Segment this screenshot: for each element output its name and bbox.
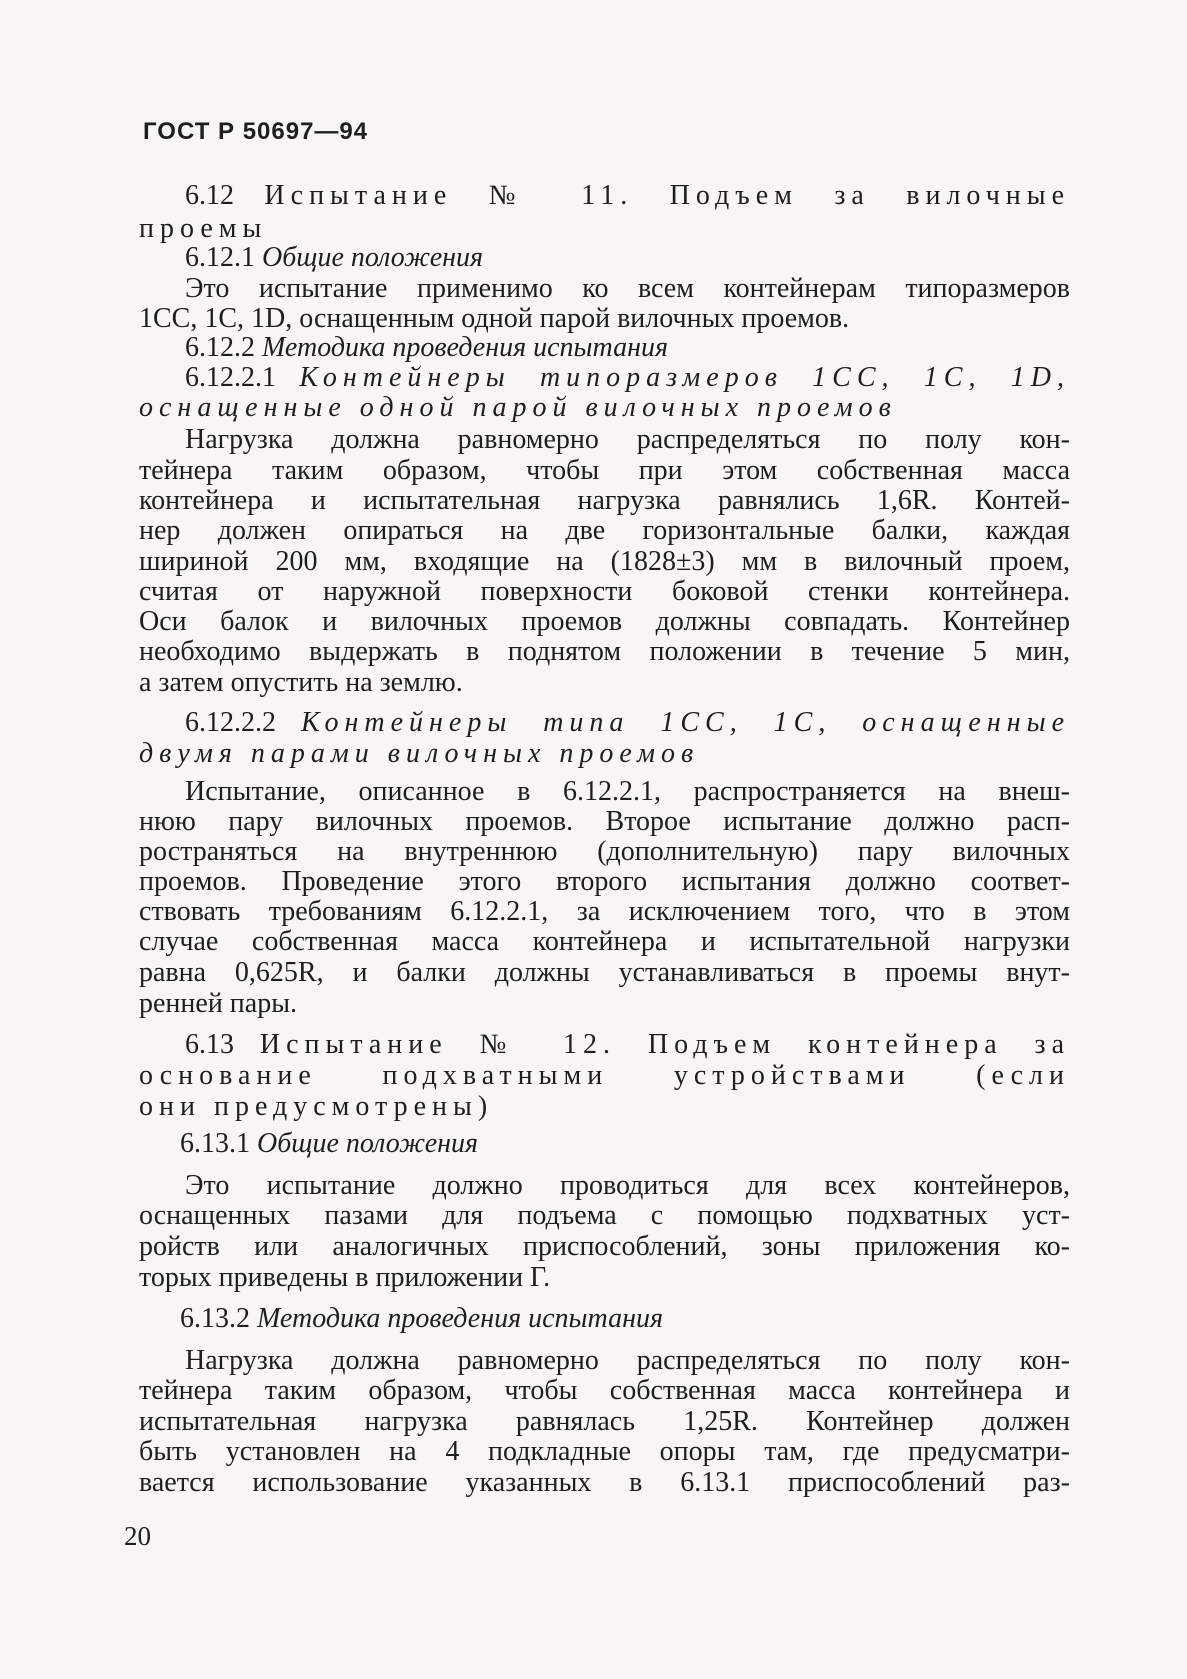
section-title: Контейнеры типа 1CC, 1C, оснащенные <box>300 707 1070 738</box>
section-6-13-heading-line-3: они предусмотрены) <box>139 1091 494 1122</box>
section-title: Контейнеры типоразмеров 1CC, 1C, 1D, <box>299 362 1071 393</box>
document-code-header: ГОСТ Р 50697—94 <box>143 118 369 145</box>
paragraph-line: быть установлен на 4 подкладные опоры там, где предусматри- <box>139 1436 1070 1467</box>
paragraph-line: тейнера таким образом, чтобы собственная масса контейнера и <box>139 1375 1070 1406</box>
section-6-12-heading-line-2: проемы <box>139 213 268 244</box>
paragraph-line: равна 0,625R, и балки должны устанавливаться в проемы внут- <box>139 957 1070 988</box>
paragraph-line: ространяться на внутреннюю (дополнительную) пару вилочных <box>139 836 1070 867</box>
paragraph-line: Испытание, описанное в 6.12.2.1, распространяется на внеш- <box>185 776 1070 807</box>
paragraph-line: Оси балок и вилочных проемов должны совпадать. Контейнер <box>139 606 1070 637</box>
section-6-13-heading-line-2: основание подхватными устройствами (если <box>139 1060 1070 1091</box>
paragraph-line: Нагрузка должна равномерно распределяться по полу кон- <box>185 424 1070 455</box>
section-number: 6.12.2 <box>185 332 255 363</box>
section-6-13-1-heading <box>180 1128 1070 1159</box>
section-number: 6.13.2 <box>180 1303 250 1334</box>
paragraph-line: ренней пары. <box>139 988 298 1019</box>
paragraph-line: нер должен опираться на две горизонтальные балки, каждая <box>139 515 1070 546</box>
section-title: Общие положения <box>262 242 484 273</box>
paragraph-line: тейнера таким образом, чтобы при этом собственная масса <box>139 455 1070 486</box>
paragraph-line: случае собственная масса контейнера и испытательной нагрузки <box>139 926 1070 957</box>
paragraph-line: проемов. Проведение этого второго испытания должно соответ- <box>139 866 1070 897</box>
paragraph-line: контейнера и испытательная нагрузка равнялись 1,6R. Контей- <box>139 485 1070 516</box>
paragraph-line: ствовать требованиям 6.12.2.1, за исключением того, что в этом <box>139 896 1070 927</box>
section-number: 6.12.1 <box>185 242 255 273</box>
section-number: 6.12.2.1 <box>185 362 276 393</box>
section-6-12-1-heading <box>185 242 1070 273</box>
paragraph-line: нюю пару вилочных проемов. Второе испытание должно расп- <box>139 806 1070 837</box>
paragraph-line: оснащенных пазами для подъема с помощью подхватных уст- <box>139 1200 1070 1231</box>
paragraph-line: необходимо выдержать в поднятом положении в течение 5 мин, <box>139 636 1070 667</box>
paragraph-line: Это испытание должно проводиться для всех контейнеров, <box>185 1170 1070 1201</box>
section-6-12-2-1-heading-line-1 <box>185 362 1070 393</box>
section-6-12-2-2-heading-line-2: двумя парами вилочных проемов <box>139 738 700 769</box>
section-6-12-heading-line-1 <box>185 180 1070 211</box>
paragraph-line: вается использование указанных в 6.13.1 приспособлений раз- <box>139 1467 1070 1498</box>
section-title: Испытание № 12. Подъем контейнера за <box>259 1029 1070 1060</box>
paragraph-line: считая от наружной поверхности боковой стенки контейнера. <box>139 576 1070 607</box>
page-number: 20 <box>124 1521 151 1551</box>
section-title: Методика проведения испытания <box>262 332 668 363</box>
section-title: Методика проведения испытания <box>257 1303 663 1334</box>
paragraph-line: 1CC, 1C, 1D, оснащенным одной парой вилочных проемов. <box>139 303 850 334</box>
paragraph-line: торых приведены в приложении Г. <box>139 1262 551 1293</box>
section-6-13-heading-line-1 <box>185 1029 1070 1060</box>
section-number: 6.12 <box>185 180 234 211</box>
paragraph-line: Это испытание применимо ко всем контейнерам типоразмеров <box>185 273 1070 304</box>
section-6-12-2-1-heading-line-2: оснащенные одной парой вилочных проемов <box>139 392 897 423</box>
paragraph-line: шириной 200 мм, входящие на (1828±3) мм в вилочный проем, <box>139 546 1070 577</box>
section-title: Испытание № 11. Подъем за вилочные <box>264 180 1070 211</box>
section-number: 6.12.2.2 <box>185 707 276 738</box>
section-6-12-2-2-heading-line-1 <box>185 707 1070 738</box>
section-6-13-2-heading <box>180 1303 1070 1334</box>
section-number: 6.13 <box>185 1029 234 1060</box>
section-title: Общие положения <box>257 1128 479 1159</box>
paragraph-line: ройств или аналогичных приспособлений, зоны приложения ко- <box>139 1231 1070 1262</box>
paragraph-line: испытательная нагрузка равнялась 1,25R. Контейнер должен <box>139 1406 1070 1437</box>
section-number: 6.13.1 <box>180 1128 250 1159</box>
paragraph-line: Нагрузка должна равномерно распределяться по полу кон- <box>185 1345 1070 1376</box>
section-6-12-2-heading <box>185 332 1070 363</box>
paragraph-line: а затем опустить на землю. <box>139 667 463 698</box>
